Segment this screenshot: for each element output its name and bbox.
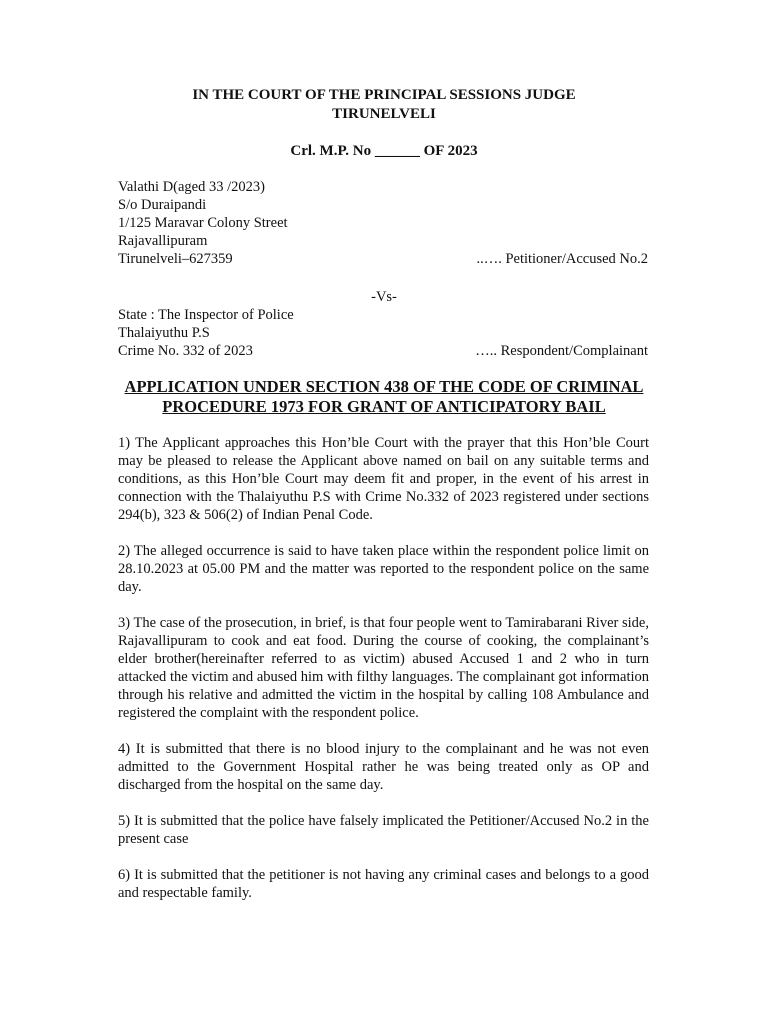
respondent-block [118,306,648,360]
application-title-line-1: APPLICATION UNDER SECTION 438 OF THE CODE OF CRIMINAL [124,377,644,396]
petitioner-street: 1/125 Maravar Colony Street [118,215,288,231]
paragraph-5: 5) It is submitted that the police have falsely implicated the Petitioner/Accused No.2 in the present case [118,813,649,847]
petitioner-parent: S/o Duraipandi [118,197,207,213]
paragraph-2: 2) The alleged occurrence is said to have taken place within the respondent police limit on 28.10.2023 at 05.00 PM and the matter was reported to the respondent police on the same day. [118,543,649,595]
respondent-role-row [118,342,648,360]
paragraph-4: 4) It is submitted that there is no blood injury to the complainant and he was not even admitted to the Government Hospital rather he was being treated only as OP and discharged from the hospital on the same day. [118,741,649,793]
application-title-line-2: PROCEDURE 1973 FOR GRANT OF ANTICIPATORY BAIL [162,397,606,416]
petitioner-name: Valathi D(aged 33 /2023) [118,179,265,195]
petitioner-block [118,178,648,268]
petitioner-role: ..…. Petitioner/Accused No.2 [476,251,648,267]
paragraph-3: 3) The case of the prosecution, in brief, is that four people went to Tamirabarani River side, Rajavallipuram to cook and eat food. During the course of cooking, the complainant’s elder brother(hereinafter referred to as victim) abused Accused 1 and 2 who in turn attacked the victim and abused him with filthy languages. The complainant got information through his relative and admitted the victim in the hospital by calling 108 Ambulance and registered the complaint with the respondent police. [118,615,649,721]
respondent-station: Thalaiyuthu P.S [118,325,210,341]
paragraph-6: 6) It is submitted that the petitioner is not having any criminal cases and belongs to a good and respectable family. [118,867,649,901]
paragraph-1: 1) The Applicant approaches this Hon’ble Court with the prayer that this Hon’ble Court may be pleased to release the Applicant above named on bail on any suitable terms and conditions, as this Hon’ble Court may deem fit and proper, in the event of his arrest in connection with the Thalaiyuthu P.S with Crime No.332 of 2023 registered under sections 294(b), 323 & 506(2) of Indian Penal Code. [118,435,649,523]
court-heading [0,86,768,124]
respondent-name: State : The Inspector of Police [118,307,294,323]
petitioner-locality: Rajavallipuram [118,233,208,249]
respondent-crime-number: Crime No. 332 of 2023 [118,343,253,359]
court-city-line: TIRUNELVELI [332,106,436,122]
application-title [110,377,658,417]
court-name-line: IN THE COURT OF THE PRINCIPAL SESSIONS JUDGE [192,87,576,103]
case-number: Crl. M.P. No ______ OF 2023 [290,143,478,159]
petitioner-city: Tirunelveli–627359 [118,251,233,267]
versus-label: -Vs- [371,289,397,305]
respondent-role: ….. Respondent/Complainant [475,343,648,359]
application-body [118,434,649,920]
petitioner-role-row [118,250,648,268]
